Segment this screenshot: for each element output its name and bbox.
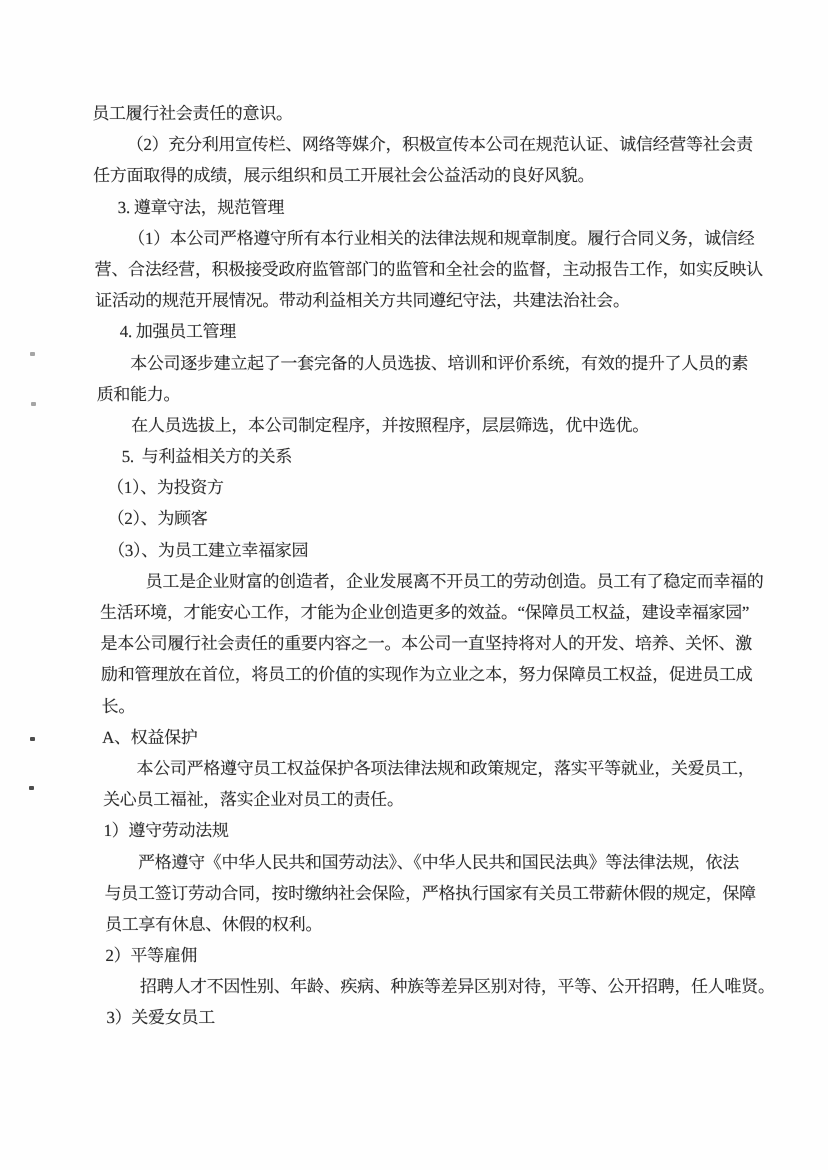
text-line: 营、合法经营，积极接受政府监管部门的监管和全社会的监督，主动报告工作，如实反映认 (94, 259, 763, 279)
text-line: 证活动的规范开展情况。带动利益相关方共同遵纪守法，共建法治社会。 (95, 291, 630, 311)
text-line: 与员工签订劳动合同，按时缴纳社会保险，严格执行国家有关员工带薪休假的规定，保障 (104, 883, 756, 903)
text-line: 关心员工福祉，落实企业对员工的责任。 (102, 790, 404, 810)
text-line: 严格遵守《中华人民共和国劳动法》、《中华人民共和国民法典》等法律法规，依法 (137, 852, 740, 872)
text-line: （2）充分利用宣传栏、网络等媒介，积极宣传本公司在规范认证、诚信经营等社会责 (126, 135, 753, 155)
document-text-block (92, 98, 797, 1034)
text-line: 2）平等雇佣 (105, 946, 198, 966)
text-line: 励和管理放在首位，将员工的价值的实现作为立业之本，努力保障员工权益，促进员工成 (100, 665, 753, 685)
text-line: 质和能力。 (96, 384, 181, 404)
text-line: 3）关爱女员工 (106, 1008, 216, 1028)
text-line: （1）本公司严格遵守所有本行业相关的法律法规和规章制度。履行合同义务，诚信经 (128, 228, 755, 248)
text-line: 长。 (101, 696, 136, 716)
text-line: 在人员选拔上，本公司制定程序，并按照程序，层层筛选，优中选优。 (130, 415, 649, 435)
text-line: 本公司逐步建立起了一套完备的人员选拔、培训和评价系统，有效的提升了人员的素 (130, 353, 749, 373)
text-line: 4. 加强员工管理 (119, 322, 237, 342)
text-line: 5. 与利益相关方的关系 (121, 447, 293, 467)
text-line: （3）、为员工建立幸福家园 (107, 540, 309, 560)
text-line: A、权益保护 (101, 727, 198, 747)
text-line: 生活环境，才能安心工作，才能为企业创造更多的效益。“保障员工权益，建设幸福家园” (99, 603, 750, 622)
text-line: 员工享有休息、休假的权利。 (104, 914, 323, 934)
text-line: 本公司严格遵守员工权益保护各项法律法规和政策规定，落实平等就业，关爱员工， (136, 758, 755, 778)
text-line: 任方面取得的成绩，展示组织和员工开展社会公益活动的良好风貌。 (93, 166, 595, 186)
ink-speck (30, 737, 35, 741)
text-line: 是本公司履行社会责任的重要内容之一。本公司一直坚持将对人的开发、培养、关怀、激 (100, 634, 753, 654)
ink-speck (31, 402, 36, 406)
text-line: 3. 遵章守法，规范管理 (117, 197, 285, 217)
text-line: 员工履行社会责任的意识。 (92, 104, 293, 123)
ink-speck (29, 786, 34, 790)
text-line: （1）、为投资方 (106, 478, 224, 498)
ink-speck (30, 352, 35, 356)
text-line: （2）、为顾客 (107, 509, 208, 529)
text-line: 员工是企业财富的创造者，企业发展离不开员工的劳动创造。员工有了稳定而幸福的 (145, 571, 764, 591)
text-line: 招聘人才不因性别、年龄、疾病、种族等差异区别对待，平等、公开招聘，任人唯贤。 (139, 977, 775, 997)
text-line: 1）遵守劳动法规 (103, 821, 229, 841)
